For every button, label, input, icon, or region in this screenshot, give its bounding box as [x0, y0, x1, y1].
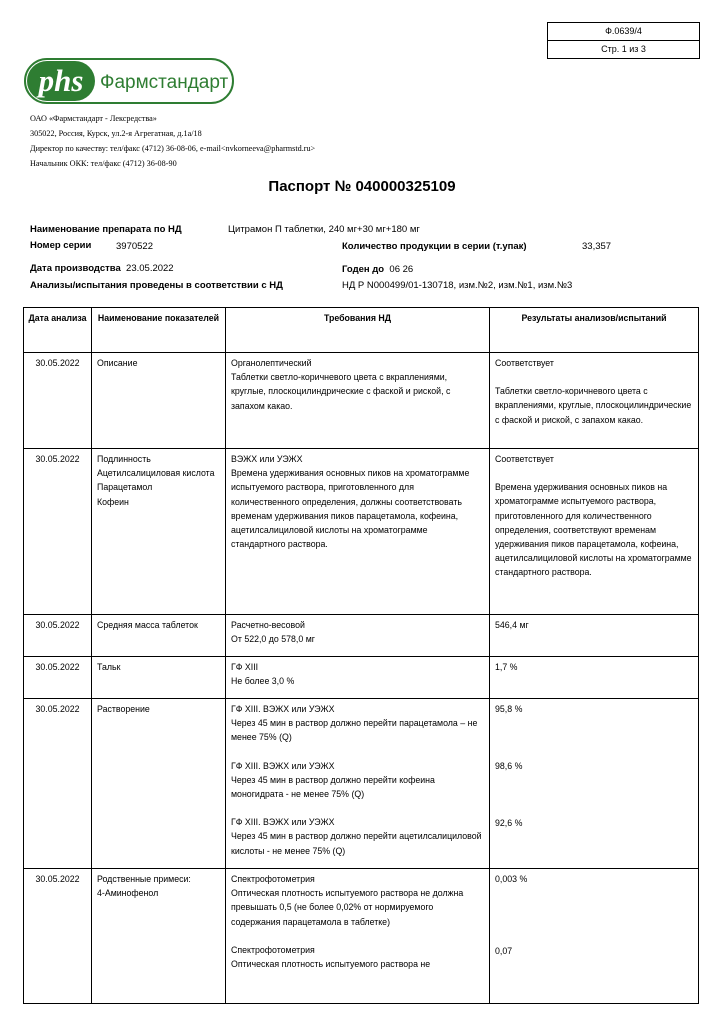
logo-name: Фармстандарт — [100, 72, 229, 93]
table-row — [24, 657, 699, 699]
company-name: ОАО «Фармстандарт - Лексредства» — [30, 114, 157, 123]
requirements-cell — [226, 449, 490, 615]
result-text: Таблетки светло-коричневого цвета с вкраплениями, круглые, плоскоцилиндрические с фаской и риской, с запахом какао. — [495, 386, 692, 425]
result-text: 0,003 % — [495, 874, 528, 884]
indicator-name: Подлинность Ацетилсалициловая кислота Парацетамол Кофеин — [92, 449, 226, 615]
table-row — [24, 449, 699, 615]
nd-label: Анализы/испытания проведены в соответствии с НД — [30, 280, 283, 291]
requirements-cell — [226, 699, 490, 869]
table-row — [24, 615, 699, 657]
requirements-cell — [226, 615, 490, 657]
result-text: 546,4 мг — [495, 620, 529, 630]
result-cell — [490, 699, 699, 869]
table-header-row — [24, 308, 699, 353]
requirement-text: ВЭЖХ или УЭЖХ Времена удерживания основных пиков на хроматограмме испытуемого раствора, приготовленного для количественного определения, должны соответствовать временам удерживания пиков парацетамола, кофеина, ацетилсалициловой кислоты на хроматограмме стандартного раствора. — [231, 454, 470, 550]
requirement-text: ГФ XIII. ВЭЖХ или УЭЖХ Через 45 мин в раствор должно перейти парацетамола – не менее 75% (Q) — [231, 704, 478, 743]
nd-value: НД Р N000499/01-130718, изм.№2, изм.№1, изм.№3 — [342, 280, 573, 291]
indicator-name: Растворение — [92, 699, 226, 869]
drug-name-value: Цитрамон П таблетки, 240 мг+30 мг+180 мг — [228, 224, 420, 235]
form-code: Ф.0639/4 — [605, 26, 642, 36]
result-cell — [490, 869, 699, 1004]
analysis-date: 30.05.2022 — [24, 869, 92, 1004]
result-cell — [490, 615, 699, 657]
requirements-cell — [226, 657, 490, 699]
analysis-date: 30.05.2022 — [24, 449, 92, 615]
result-text: Соответствует — [495, 454, 554, 464]
table-row — [24, 699, 699, 869]
logo-mark: phs — [38, 63, 84, 98]
indicator-name: Тальк — [92, 657, 226, 699]
table-row — [24, 353, 699, 449]
requirement-text: Органолептический Таблетки светло-коричневого цвета с вкраплениями, круглые, плоскоцилиндрические с фаской и риской, с запахом какао. — [231, 358, 451, 411]
series-value: 3970522 — [116, 241, 153, 252]
analysis-date: 30.05.2022 — [24, 657, 92, 699]
result-text: 95,8 % — [495, 704, 523, 714]
company-address: 305022, Россия, Курск, ул.2-я Агрегатная, д.1а/18 — [30, 129, 202, 138]
requirement-text: Спектрофотометрия Оптическая плотность испытуемого раствора не — [231, 944, 431, 970]
result-text: 92,6 % — [495, 818, 523, 829]
col-header-requirements: Требования НД — [226, 308, 490, 353]
result-cell — [490, 449, 699, 615]
drug-name-label: Наименование препарата по НД — [30, 224, 182, 235]
col-header-results: Результаты анализов/испытаний — [490, 308, 699, 353]
expiry-date: Годен до 06 26 — [342, 264, 414, 275]
result-text: Времена удерживания основных пиков на хроматограмме испытуемого раствора, приготовленного для количественного определения, соответствуют временам удерживания пиков парацетамола, кофеина, ацетилсалициловой кислоты на хроматограмме стандартного раствора. — [495, 482, 692, 578]
col-header-date: Дата анализа — [24, 308, 92, 353]
analysis-date: 30.05.2022 — [24, 699, 92, 869]
requirement-text: ГФ XIII. ВЭЖХ или УЭЖХ Через 45 мин в раствор должно перейти кофеина моногидрата - не менее 75% (Q) — [231, 760, 435, 800]
company-info — [30, 111, 315, 171]
passport-title: Паспорт № 040000325109 — [268, 178, 456, 195]
requirement-text: ГФ XIII. ВЭЖХ или УЭЖХ Через 45 мин в раствор должно перейти ацетилсалициловой кислоты - не менее 75% (Q) — [231, 817, 482, 856]
result-text: 0,07 — [495, 946, 513, 957]
col-header-indicator: Наименование показателей — [92, 308, 226, 353]
analysis-date: 30.05.2022 — [24, 615, 92, 657]
table-row — [24, 869, 699, 1004]
requirements-cell — [226, 353, 490, 449]
production-date-value: 23.05.2022 — [126, 263, 174, 274]
quantity-value: 33,357 — [582, 241, 612, 252]
result-text: 1,7 % — [495, 662, 518, 672]
indicator-name: Описание — [92, 353, 226, 449]
requirement-text: Расчетно-весовой От 522,0 до 578,0 мг — [231, 620, 315, 645]
requirement-text: Спектрофотометрия Оптическая плотность испытуемого раствора не должна превышать 0,5 (не более 0,02% от нормируемого содержания парацетамола в таблетке) — [231, 874, 464, 927]
company-director: Директор по качеству: тел/факс (4712) 36-08-06, e-mail<nvkorneeva@pharmstd.ru> — [30, 144, 316, 153]
company-okk: Начальник ОКК: тел/факс (4712) 36-08-90 — [30, 159, 177, 168]
indicator-name: Средняя масса таблеток — [92, 615, 226, 657]
analysis-date: 30.05.2022 — [24, 353, 92, 449]
form-number-box — [547, 22, 700, 59]
page-counter: Стр. 1 из 3 — [548, 40, 699, 58]
quantity-label: Количество продукции в серии (т.упак) — [342, 241, 527, 252]
expiry-date-value: 06 26 — [389, 264, 414, 275]
series-label: Номер серии — [30, 240, 92, 251]
result-text: 98,6 % — [495, 761, 523, 772]
result-cell — [490, 657, 699, 699]
result-text: Соответствует — [495, 358, 554, 368]
indicator-name: Родственные примеси: 4-Аминофенол — [92, 869, 226, 1004]
requirement-text: ГФ XIII Не более 3,0 % — [231, 662, 295, 687]
analysis-table — [23, 307, 699, 1004]
requirements-cell — [226, 869, 490, 1004]
pharmstandard-logo — [24, 58, 234, 104]
result-cell — [490, 353, 699, 449]
production-date: Дата производства 23.05.2022 — [30, 263, 174, 274]
